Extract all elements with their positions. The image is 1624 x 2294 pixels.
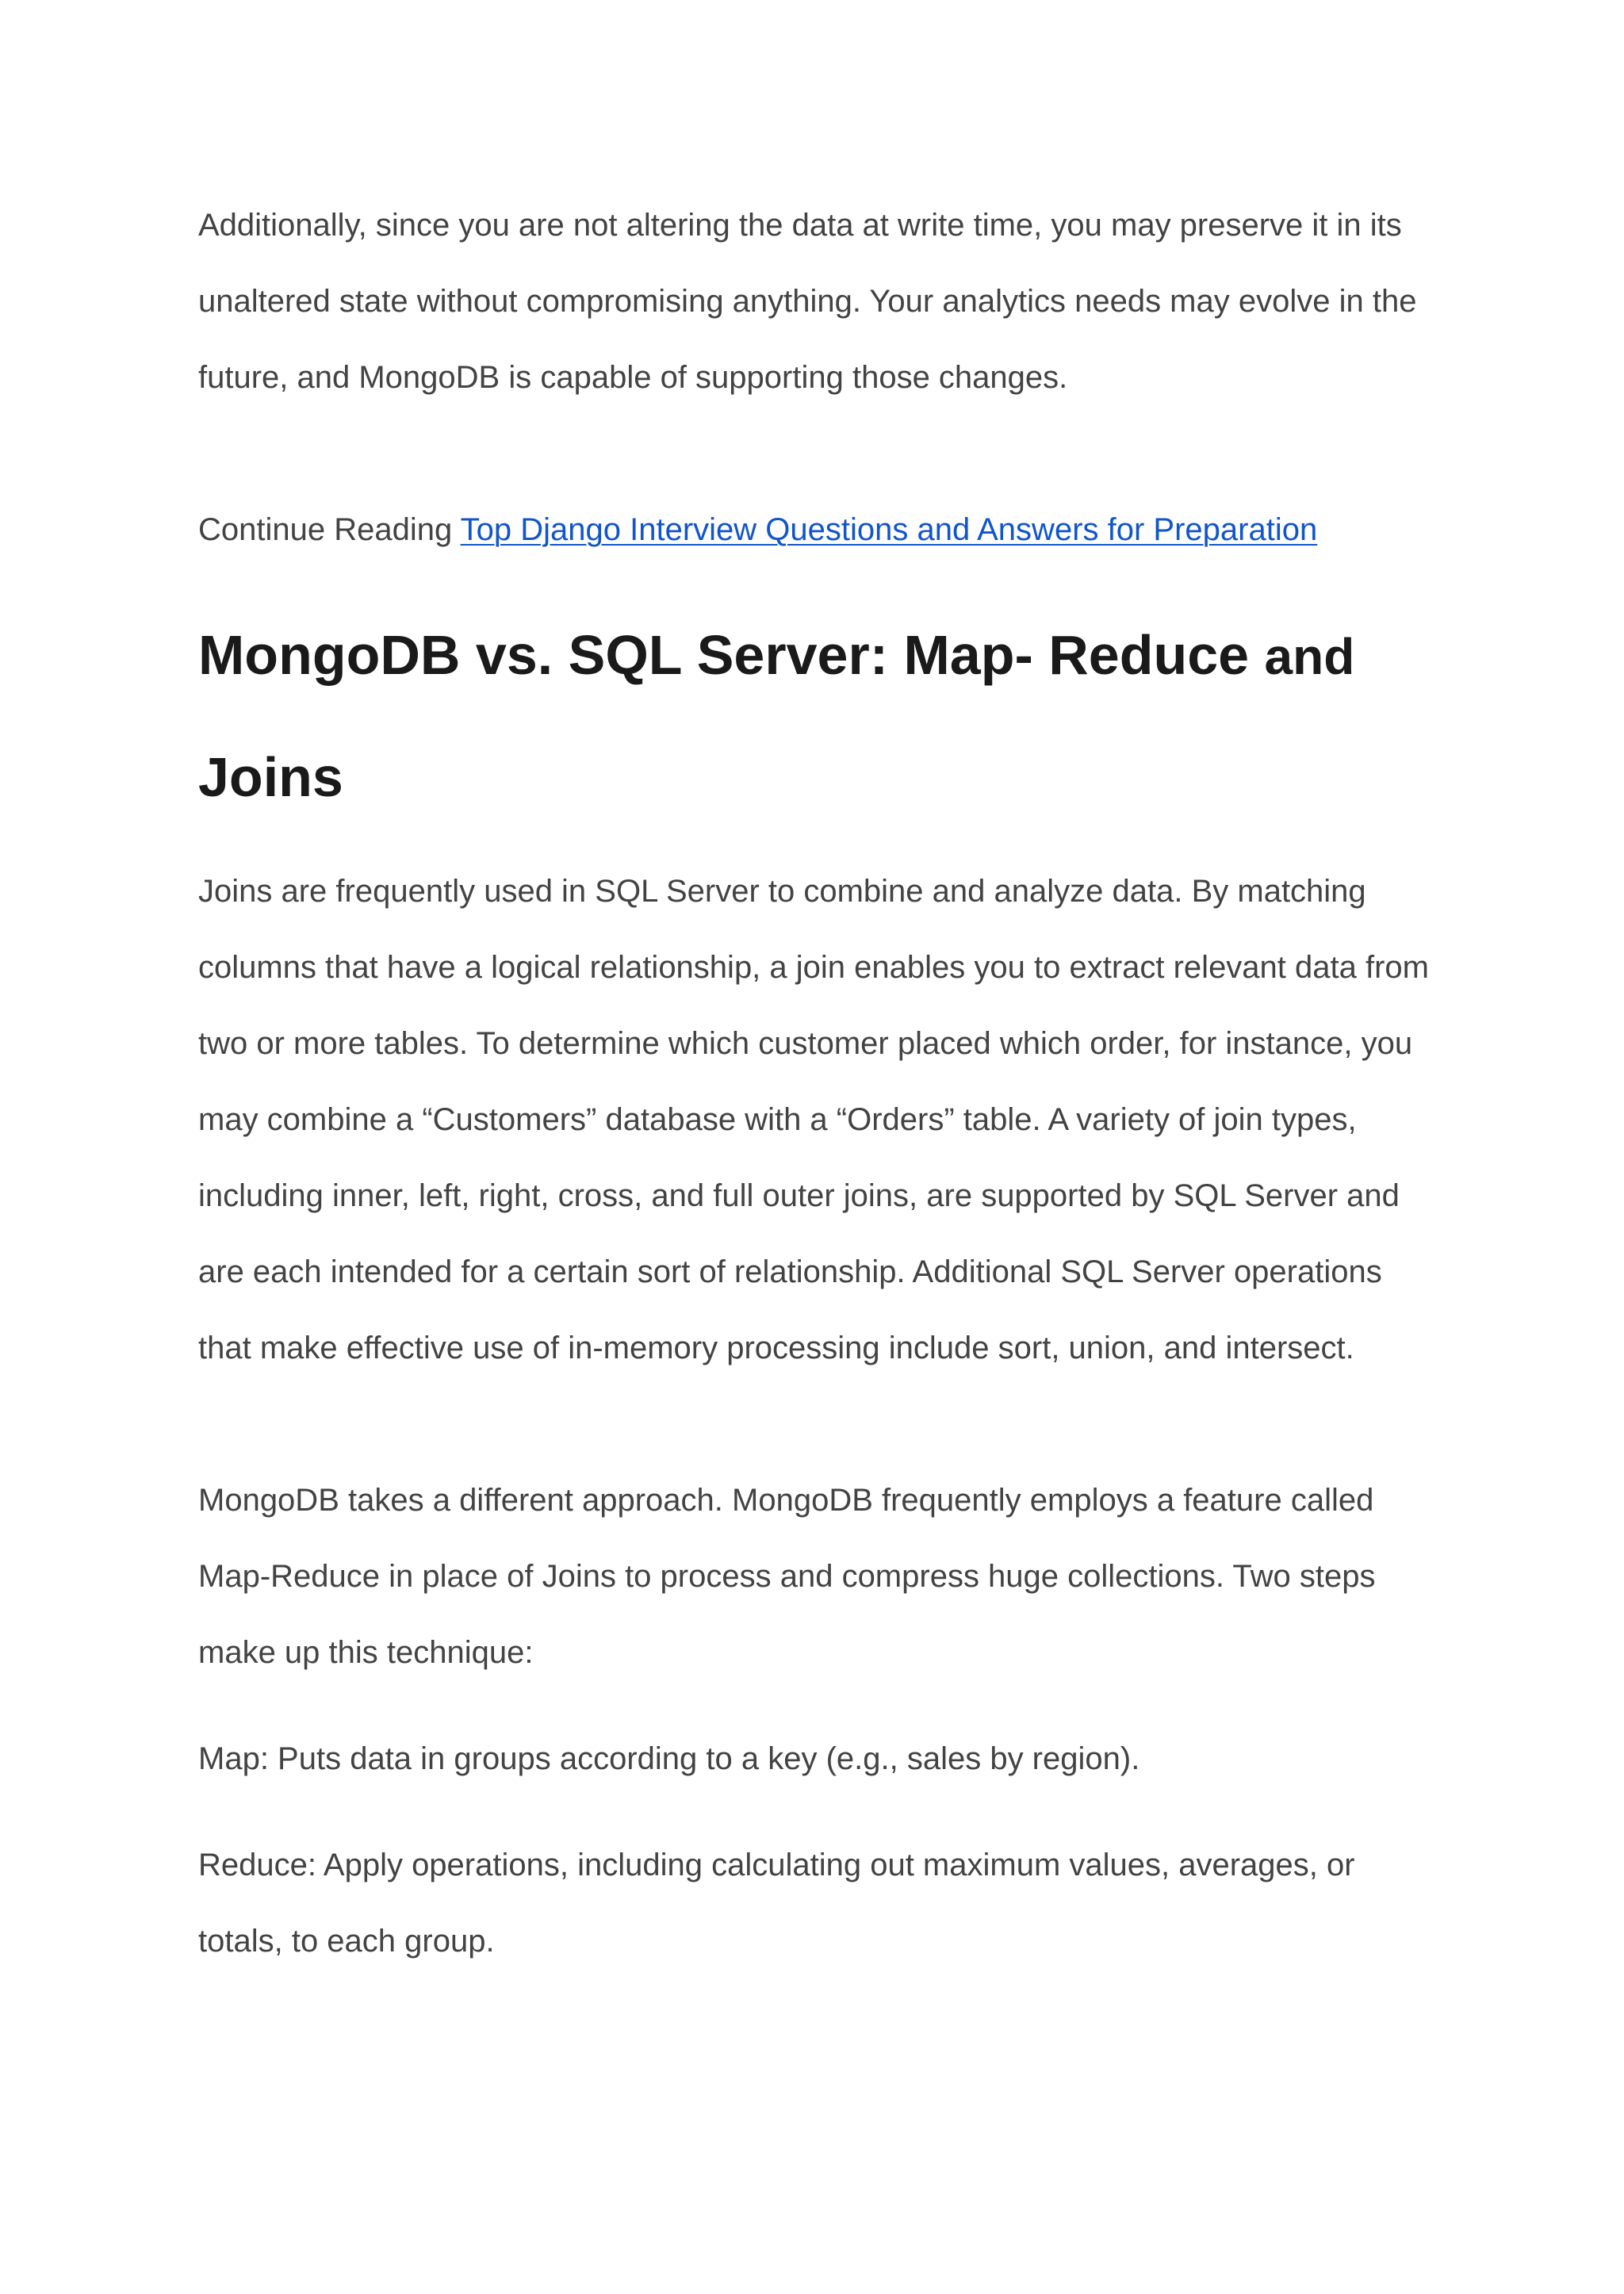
section-heading-end: Joins: [198, 746, 343, 808]
continue-reading-link[interactable]: Top Django Interview Questions and Answers for Preparation: [460, 512, 1318, 547]
section-heading-main: MongoDB vs. SQL Server: Map- Reduce: [198, 624, 1265, 686]
reduce-step-paragraph: Reduce: Apply operations, including calculating out maximum values, averages, or totals, to each group.: [198, 1848, 1355, 1959]
intro-paragraph: Additionally, since you are not altering the data at write time, you may preserve it in its unaltered state without compromising anything. Your analytics needs may evolve in the future, and MongoDB is capable of supporting those changes.: [198, 208, 1417, 395]
section-heading: [198, 595, 1435, 837]
joins-paragraph: Joins are frequently used in SQL Server to combine and analyze data. By matching columns that have a logical relationship, a join enables you to extract relevant data from two or more tables. To determine which customer placed which order, for instance, you may combine a “Customers” database with a “Orders” table. A variety of join types, including inner, left, right, cross, and full outer joins, are supported by SQL Server and are each intended for a certain sort of relationship. Additional SQL Server operations that make effective use of in-memory processing include sort, union, and intersect.: [198, 874, 1429, 1365]
mongodb-approach-paragraph: MongoDB takes a different approach. MongoDB frequently employs a feature called Map-Reduce in place of Joins to process and compress huge collections. Two steps make up this technique:: [198, 1483, 1376, 1670]
section-heading-and: and: [1264, 628, 1355, 685]
continue-reading-line: [198, 492, 1435, 568]
map-step-paragraph: Map: Puts data in groups according to a key (e.g., sales by region).: [198, 1741, 1140, 1776]
document-page: [198, 187, 1435, 1979]
continue-reading-label: Continue Reading: [198, 512, 461, 547]
